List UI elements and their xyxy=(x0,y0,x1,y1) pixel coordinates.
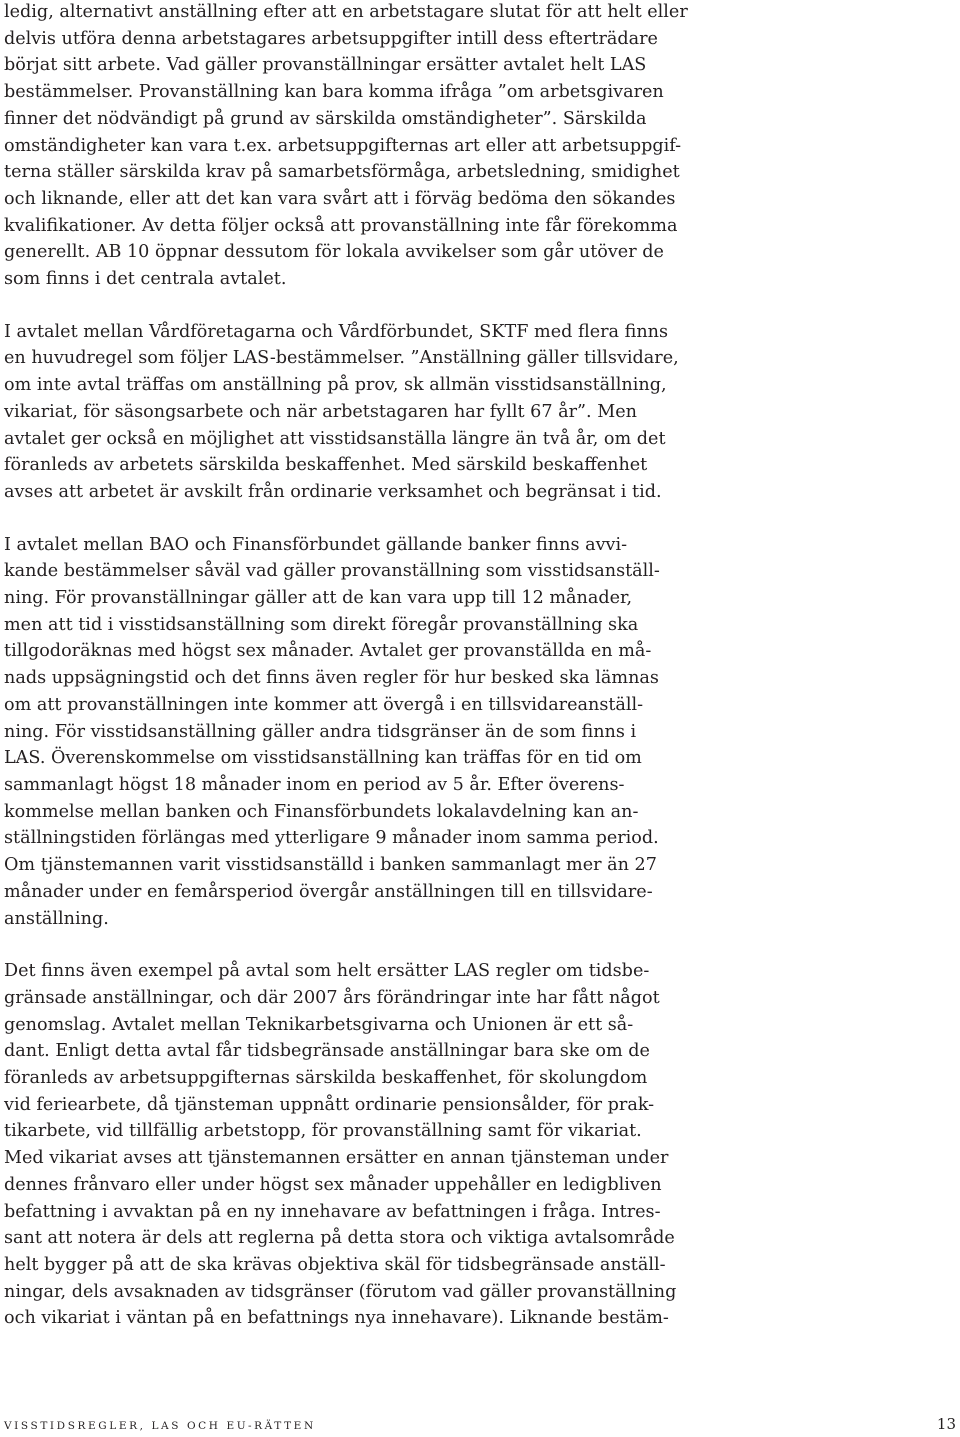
text-line: en huvudregel som följer LAS-bestämmelser. ”Anställning gäller tillsvidare, xyxy=(4,348,679,369)
text-line: LAS. Överenskommelse om visstidsanställning kan träffas för en tid om xyxy=(4,748,642,769)
text-line: kvalifikationer. Av detta följer också att provanställning inte får förekomma xyxy=(4,215,678,236)
text-line: tillgodoräknas med högst sex månader. Avtalet ger provanställda en må- xyxy=(4,641,652,662)
text-line: dant. Enligt detta avtal får tidsbegränsade anställningar bara ske om de xyxy=(4,1041,650,1062)
text-line: föranleds av arbetsuppgifternas särskilda beskaffenhet, för skolungdom xyxy=(4,1068,648,1089)
text-line: men att tid i visstidsanställning som direkt föregår provanställning ska xyxy=(4,614,639,635)
text-line: vikariat, för säsongsarbete och när arbetstagaren har fyllt 67 år”. Men xyxy=(4,401,637,422)
text-line: sammanlagt högst 18 månader inom en period av 5 år. Efter överens- xyxy=(4,774,625,795)
page-number: 13 xyxy=(936,1415,956,1433)
text-line: månader under en femårsperiod övergår anställningen till en tillsvidare- xyxy=(4,881,653,902)
text-line: genomslag. Avtalet mellan Teknikarbetsgivarna och Unionen är ett så- xyxy=(4,1014,634,1035)
text-line: ställningstiden förlängas med ytterligare 9 månader inom samma period. xyxy=(4,828,659,849)
text-line: föranleds av arbetets särskilda beskaffenhet. Med särskild beskaffenhet xyxy=(4,455,648,476)
text-line: ning. För provanställningar gäller att de kan vara upp till 12 månader, xyxy=(4,588,633,609)
text-line: Det finns även exempel på avtal som helt ersätter LAS regler om tidsbe- xyxy=(4,961,650,982)
text-line: I avtalet mellan Vårdföretagarna och Vårdförbundet, SKTF med flera finns xyxy=(4,321,669,342)
text-line: om inte avtal träffas om anställning på prov, sk allmän visstidsanställning, xyxy=(4,375,667,396)
text-line: tikarbete, vid tillfällig arbetstopp, för provanställning samt för vikariat. xyxy=(4,1121,642,1142)
text-line: delvis utföra denna arbetstagares arbetsuppgifter intill dess efterträdare xyxy=(4,28,658,49)
text-line: anställning. xyxy=(4,908,109,929)
paragraph-teknikarbetsgivarna xyxy=(4,958,724,1332)
text-line: omständigheter kan vara t.ex. arbetsuppgifternas art eller att arbetsuppgif- xyxy=(4,135,682,156)
running-footer-title: VISSTIDSREGLER, LAS OCH EU-RÄTTEN xyxy=(4,1420,316,1432)
text-line: om att provanställningen inte kommer att övergå i en tillsvidareanställ- xyxy=(4,694,644,715)
text-line: ledig, alternativt anställning efter att en arbetstagare slutat för att helt eller xyxy=(4,2,688,22)
text-line: kande bestämmelser såväl vad gäller provanställning som visstidsanställ- xyxy=(4,561,660,582)
text-line: befattning i avvaktan på en ny innehavare av befattningen i fråga. Intres- xyxy=(4,1201,661,1222)
text-line: finner det nödvändigt på grund av särskilda omständigheter”. Särskilda xyxy=(4,108,647,129)
paragraph-gap xyxy=(4,506,724,532)
text-line: vid feriearbete, då tjänsteman uppnått ordinarie pensionsålder, för prak- xyxy=(4,1094,655,1115)
text-line: ningar, dels avsaknaden av tidsgränser (förutom vad gäller provanställning xyxy=(4,1281,677,1302)
text-line: ning. För visstidsanställning gäller andra tidsgränser än de som finns i xyxy=(4,721,637,742)
text-line: gränsade anställningar, och där 2007 års förändringar inte har fått något xyxy=(4,987,660,1008)
text-line: terna ställer särskilda krav på samarbetsförmåga, arbetsledning, smidighet xyxy=(4,162,680,183)
text-line: helt bygger på att de ska krävas objektiva skäl för tidsbegränsade anställ- xyxy=(4,1254,666,1275)
text-line: börjat sitt arbete. Vad gäller provanställningar ersätter avtalet helt LAS xyxy=(4,55,647,76)
paragraph-bao-finansforbundet xyxy=(4,532,724,933)
paragraph-vardforetagarna xyxy=(4,319,724,506)
text-line: dennes frånvaro eller under högst sex månader uppehåller en ledigbliven xyxy=(4,1174,662,1195)
text-line: som finns i det centrala avtalet. xyxy=(4,269,287,290)
text-line: Om tjänstemannen varit visstidsanställd i banken sammanlagt mer än 27 xyxy=(4,855,657,876)
document-body xyxy=(4,0,724,1332)
text-line: avtalet ger också en möjlighet att visstidsanställa längre än två år, om det xyxy=(4,428,666,449)
paragraph-gap xyxy=(4,932,724,958)
text-line: och vikariat i väntan på en befattnings nya innehavare). Liknande bestäm- xyxy=(4,1308,669,1329)
text-line: I avtalet mellan BAO och Finansförbundet gällande banker finns avvi- xyxy=(4,534,628,555)
text-line: bestämmelser. Provanställning kan bara komma ifråga ”om arbetsgivaren xyxy=(4,82,664,103)
text-line: avses att arbetet är avskilt från ordinarie verksamhet och begränsat i tid. xyxy=(4,481,662,502)
text-line: kommelse mellan banken och Finansförbundets lokalavdelning kan an- xyxy=(4,801,639,822)
paragraph-provanstallning xyxy=(4,0,724,293)
text-line: och liknande, eller att det kan vara svårt att i förväg bedöma den sökandes xyxy=(4,188,676,209)
paragraph-gap xyxy=(4,293,724,319)
text-line: nads uppsägningstid och det finns även regler för hur besked ska lämnas xyxy=(4,668,659,689)
text-line: sant att notera är dels att reglerna på detta stora och viktiga avtalsområde xyxy=(4,1228,675,1249)
text-line: Med vikariat avses att tjänstemannen ersätter en annan tjänsteman under xyxy=(4,1148,669,1169)
text-line: generellt. AB 10 öppnar dessutom för lokala avvikelser som går utöver de xyxy=(4,242,664,263)
